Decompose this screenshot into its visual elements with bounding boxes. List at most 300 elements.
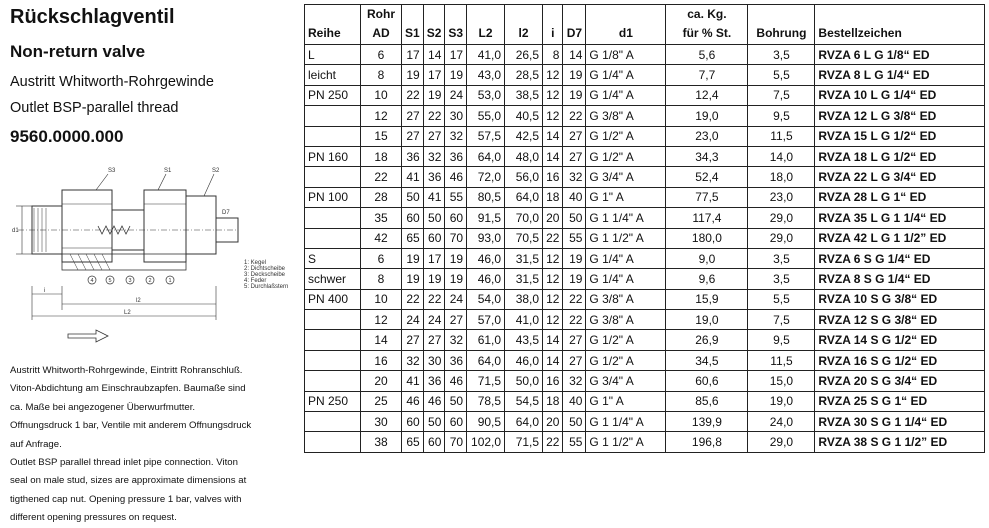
part-number-4: 4 [90,278,94,284]
cell-s1: 46 [402,391,424,411]
cell-d7: 32 [563,167,586,187]
cell-weight: 15,9 [666,289,748,309]
cell-s3: 46 [445,167,467,187]
cell-s1: 27 [402,106,424,126]
cell-d7: 22 [563,289,586,309]
dim-label-s2: S2 [212,168,220,174]
cell-order-code: RVZA 12 L G 3/8“ ED [815,106,985,126]
cell-s1: 32 [402,350,424,370]
cell-s1: 41 [402,167,424,187]
cell-i: 20 [543,412,563,432]
header-pipe-od: AD [361,23,402,45]
cell-s1: 27 [402,330,424,350]
cell-bore: 5,5 [748,65,815,85]
cell-series [305,432,361,452]
cell-d7: 32 [563,371,586,391]
cell-pipe-od: 35 [361,208,402,228]
cell-l2: 26,5 [505,45,543,65]
cell-weight: 196,8 [666,432,748,452]
cell-s2: 50 [423,412,445,432]
cell-pipe-od: 20 [361,371,402,391]
cell-bore: 3,5 [748,269,815,289]
dim-label-d7: D7 [222,210,230,216]
cell-series [305,412,361,432]
cell-s3: 19 [445,65,467,85]
cell-l2-total: 53,0 [467,85,505,105]
cell-bore: 3,5 [748,248,815,268]
note-line: different opening pressures on request. [10,512,177,524]
cell-d7: 55 [563,228,586,248]
cell-order-code: RVZA 22 L G 3/4“ ED [815,167,985,187]
cell-bore: 15,0 [748,371,815,391]
cell-d1: G 1/4" A [586,248,666,268]
cell-pipe-od: 8 [361,65,402,85]
header-bore: Bohrung [748,23,815,45]
cell-pipe-od: 38 [361,432,402,452]
cell-s1: 17 [402,45,424,65]
cell-s2: 17 [423,65,445,85]
cell-series: PN 160 [305,146,361,166]
cell-series: PN 100 [305,187,361,207]
cell-bore: 29,0 [748,208,815,228]
product-title: Rückschlagventil [10,6,175,28]
cell-l2-total: 71,5 [467,371,505,391]
cell-series [305,350,361,370]
header-top-s3 [445,5,467,23]
cell-s3: 19 [445,269,467,289]
cell-l2: 40,5 [505,106,543,126]
cell-l2-total: 91,5 [467,208,505,228]
cell-order-code: RVZA 42 L G 1 1/2” ED [815,228,985,248]
cell-bore: 29,0 [748,432,815,452]
cell-s2: 60 [423,228,445,248]
cell-pipe-od: 6 [361,45,402,65]
cell-s3: 50 [445,391,467,411]
table-row [305,248,985,268]
product-subtitle: Non-return valve [10,42,146,61]
table-row [305,167,985,187]
part-number-1: 1 [168,278,172,284]
note-line: tigthened cap nut. Opening pressure 1 bar, valves with [10,493,242,505]
header-top-weight: ca. Kg. [666,5,748,23]
cell-series: schwer [305,269,361,289]
cell-d7: 27 [563,126,586,146]
note-line: seal on male stud, sizes are approximate dimensions at [10,475,247,487]
cell-d1: G 1/8" A [586,45,666,65]
cell-s2: 50 [423,208,445,228]
cell-order-code: RVZA 25 S G 1“ ED [815,391,985,411]
cell-d1: G 1" A [586,187,666,207]
cell-order-code: RVZA 16 S G 1/2“ ED [815,350,985,370]
cell-weight: 139,9 [666,412,748,432]
cell-pipe-od: 10 [361,85,402,105]
cell-s2: 22 [423,106,445,126]
cell-series: PN 250 [305,391,361,411]
cell-d7: 40 [563,391,586,411]
dim-label-s3: S3 [108,168,116,174]
cell-l2-total: 93,0 [467,228,505,248]
cell-i: 22 [543,228,563,248]
header-top-s1 [402,5,424,23]
cell-s1: 36 [402,146,424,166]
cell-order-code: RVZA 18 L G 1/2“ ED [815,146,985,166]
cell-order-code: RVZA 14 S G 1/2“ ED [815,330,985,350]
cell-series: S [305,248,361,268]
cell-weight: 34,5 [666,350,748,370]
cell-weight: 85,6 [666,391,748,411]
table-row [305,85,985,105]
cell-pipe-od: 25 [361,391,402,411]
cell-i: 22 [543,432,563,452]
notes-block [10,362,298,528]
cell-series: PN 250 [305,85,361,105]
cell-bore: 9,5 [748,106,815,126]
cell-series [305,371,361,391]
cell-s1: 65 [402,432,424,452]
cell-s3: 17 [445,45,467,65]
cell-series: leicht [305,65,361,85]
cell-l2-total: 46,0 [467,248,505,268]
cell-i: 14 [543,126,563,146]
table-row [305,412,985,432]
cell-l2: 54,5 [505,391,543,411]
table-row [305,187,985,207]
note-line: auf Anfrage. [10,438,62,450]
cell-weight: 60,6 [666,371,748,391]
cell-weight: 19,0 [666,106,748,126]
part-number-2: 2 [148,278,152,284]
cell-l2: 50,0 [505,371,543,391]
cell-s1: 27 [402,126,424,146]
cell-l2: 43,5 [505,330,543,350]
cell-s3: 27 [445,310,467,330]
cell-s3: 46 [445,371,467,391]
cell-l2-total: 54,0 [467,289,505,309]
header-s2: S2 [423,23,445,45]
cell-s2: 41 [423,187,445,207]
cell-s2: 14 [423,45,445,65]
cell-d1: G 3/8" A [586,310,666,330]
cell-d7: 19 [563,269,586,289]
cell-pipe-od: 6 [361,248,402,268]
table-row [305,45,985,65]
cell-weight: 26,9 [666,330,748,350]
cell-s1: 22 [402,85,424,105]
cell-l2: 38,0 [505,289,543,309]
cell-s2: 36 [423,371,445,391]
cell-series [305,106,361,126]
cell-l2: 64,0 [505,187,543,207]
cell-bore: 3,5 [748,45,815,65]
cell-pipe-od: 12 [361,106,402,126]
cell-d1: G 1 1/2" A [586,432,666,452]
cell-i: 16 [543,371,563,391]
table-row [305,310,985,330]
cell-s1: 19 [402,248,424,268]
cell-bore: 23,0 [748,187,815,207]
cell-d7: 27 [563,146,586,166]
cell-l2-total: 78,5 [467,391,505,411]
cell-l2-total: 41,0 [467,45,505,65]
cell-l2: 28,5 [505,65,543,85]
dim-label-s1: S1 [164,168,172,174]
legend-part-5: 5: Durchlaßstern [244,284,289,290]
cell-bore: 18,0 [748,167,815,187]
cell-l2: 46,0 [505,350,543,370]
cell-d1: G 1/4" A [586,65,666,85]
table-row [305,350,985,370]
cell-bore: 29,0 [748,228,815,248]
cell-order-code: RVZA 8 S G 1/4“ ED [815,269,985,289]
cell-i: 20 [543,208,563,228]
cell-d7: 19 [563,248,586,268]
cell-order-code: RVZA 10 S G 3/8“ ED [815,289,985,309]
product-description-de: Austritt Whitworth-Rohrgewinde [10,74,214,90]
cell-s3: 60 [445,208,467,228]
table-row [305,391,985,411]
cell-l2: 31,5 [505,248,543,268]
cell-i: 14 [543,350,563,370]
cell-l2-total: 57,0 [467,310,505,330]
legend-part-2: 2: Dichtscheibe [244,266,286,272]
cell-s1: 65 [402,228,424,248]
cell-s2: 19 [423,269,445,289]
cell-weight: 7,7 [666,65,748,85]
cell-s2: 22 [423,289,445,309]
cell-weight: 9,0 [666,248,748,268]
cell-d1: G 3/8" A [586,106,666,126]
header-top-series [305,5,361,23]
part-number-5: 5 [108,278,112,284]
legend-part-1: 1: Kegel [244,260,267,266]
cell-l2: 56,0 [505,167,543,187]
cell-weight: 34,3 [666,146,748,166]
table-row [305,65,985,85]
cell-series: L [305,45,361,65]
cell-d7: 50 [563,208,586,228]
cell-s2: 27 [423,330,445,350]
part-number: 9560.0000.000 [10,127,124,146]
cell-series [305,228,361,248]
cell-s3: 36 [445,146,467,166]
cell-pipe-od: 28 [361,187,402,207]
cell-s3: 70 [445,228,467,248]
note-line: ca. Maße bei angezogener Überwurfmutter. [10,401,196,413]
cell-series [305,330,361,350]
note-line: Viton-Abdichtung am Einschraubzapfen. Baumaße sind [10,383,246,395]
dim-label-i: i [44,288,46,294]
header-top-i [543,5,563,23]
cell-s2: 17 [423,248,445,268]
cell-l2-total: 102,0 [467,432,505,452]
cell-d1: G 1 1/4" A [586,412,666,432]
cell-d7: 19 [563,65,586,85]
cell-s1: 41 [402,371,424,391]
cell-d1: G 1 1/4" A [586,208,666,228]
cell-d1: G 1/2" A [586,350,666,370]
cell-s1: 60 [402,412,424,432]
cell-d1: G 1/2" A [586,330,666,350]
cell-d7: 40 [563,187,586,207]
header-d1: d1 [586,23,666,45]
cell-order-code: RVZA 35 L G 1 1/4“ ED [815,208,985,228]
cell-d1: G 1" A [586,391,666,411]
cell-l2-total: 55,0 [467,106,505,126]
cell-pipe-od: 30 [361,412,402,432]
cell-order-code: RVZA 12 S G 3/8“ ED [815,310,985,330]
cell-d1: G 1/2" A [586,146,666,166]
note-line: Offnungsdruck 1 bar, Ventile mit anderem Offnungsdruck [10,420,252,432]
cell-s3: 19 [445,248,467,268]
cell-d7: 50 [563,412,586,432]
cell-s2: 24 [423,310,445,330]
header-weight: für % St. [666,23,748,45]
cell-weight: 77,5 [666,187,748,207]
header-l2-total: L2 [467,23,505,45]
part-number-3: 3 [128,278,132,284]
cell-d7: 22 [563,106,586,126]
cell-d7: 19 [563,85,586,105]
header-order-code: Bestellzeichen [815,23,985,45]
cell-i: 16 [543,167,563,187]
cell-s3: 36 [445,350,467,370]
note-line: Outlet BSP parallel thread inlet pipe connection. Viton [10,457,238,469]
cell-order-code: RVZA 8 L G 1/4“ ED [815,65,985,85]
cell-i: 12 [543,269,563,289]
cell-pipe-od: 12 [361,310,402,330]
cell-bore: 24,0 [748,412,815,432]
cell-weight: 180,0 [666,228,748,248]
cell-s3: 30 [445,106,467,126]
table-row [305,432,985,452]
cell-l2-total: 46,0 [467,269,505,289]
cell-d7: 27 [563,330,586,350]
cell-i: 18 [543,391,563,411]
header-top-bore [748,5,815,23]
dim-label-l2: l2 [136,298,141,304]
cell-i: 12 [543,248,563,268]
cell-pipe-od: 18 [361,146,402,166]
cell-s1: 19 [402,65,424,85]
cell-d7: 22 [563,310,586,330]
cell-s2: 32 [423,146,445,166]
cell-d1: G 1 1/2" A [586,228,666,248]
cell-order-code: RVZA 28 L G 1“ ED [815,187,985,207]
cell-bore: 7,5 [748,85,815,105]
cell-weight: 9,6 [666,269,748,289]
cell-i: 12 [543,106,563,126]
note-line: Austritt Whitworth-Rohrgewinde, Eintritt Rohranschluß. [10,365,243,376]
cell-order-code: RVZA 38 S G 1 1/2” ED [815,432,985,452]
cell-s2: 46 [423,391,445,411]
cell-weight: 117,4 [666,208,748,228]
cell-bore: 5,5 [748,289,815,309]
cell-weight: 52,4 [666,167,748,187]
cell-i: 14 [543,146,563,166]
header-series: Reihe [305,23,361,45]
cell-weight: 23,0 [666,126,748,146]
cell-i: 12 [543,310,563,330]
cell-s3: 32 [445,330,467,350]
cell-l2: 38,5 [505,85,543,105]
cell-s3: 55 [445,187,467,207]
dim-label-d1: d1 [12,228,19,234]
cell-l2: 31,5 [505,269,543,289]
cell-order-code: RVZA 10 L G 1/4“ ED [815,85,985,105]
cell-pipe-od: 16 [361,350,402,370]
cell-l2: 70,0 [505,208,543,228]
legend-part-4: 4: Feder [244,278,267,284]
table-row [305,371,985,391]
cell-i: 12 [543,289,563,309]
product-info-panel [8,0,300,528]
header-top-order-code [815,5,985,23]
cell-s2: 60 [423,432,445,452]
cell-pipe-od: 42 [361,228,402,248]
dim-label-L2: L2 [124,310,131,316]
header-l2: l2 [505,23,543,45]
cell-l2-total: 64,0 [467,146,505,166]
cell-d1: G 1/4" A [586,85,666,105]
cell-s1: 24 [402,310,424,330]
cell-s2: 27 [423,126,445,146]
table-row [305,289,985,309]
cell-s1: 19 [402,269,424,289]
legend-part-3: 3: Deckscheibe [244,272,286,278]
cell-l2: 71,5 [505,432,543,452]
product-description-en: Outlet BSP-parallel thread [10,100,179,116]
table-row [305,269,985,289]
cell-series [305,310,361,330]
cell-pipe-od: 14 [361,330,402,350]
cell-s3: 60 [445,412,467,432]
cell-s1: 22 [402,289,424,309]
cell-i: 8 [543,45,563,65]
header-top-pipe-od: Rohr [361,5,402,23]
header-top-l2-total [467,5,505,23]
cell-weight: 19,0 [666,310,748,330]
cell-bore: 7,5 [748,310,815,330]
header-d7: D7 [563,23,586,45]
cell-order-code: RVZA 15 L G 1/2“ ED [815,126,985,146]
cell-l2-total: 90,5 [467,412,505,432]
cell-bore: 9,5 [748,330,815,350]
cell-order-code: RVZA 6 S G 1/4“ ED [815,248,985,268]
cell-bore: 14,0 [748,146,815,166]
header-top-s2 [423,5,445,23]
cell-s2: 36 [423,167,445,187]
cell-l2-total: 61,0 [467,330,505,350]
table-row [305,228,985,248]
cell-l2-total: 43,0 [467,65,505,85]
cell-i: 12 [543,85,563,105]
cell-order-code: RVZA 30 S G 1 1/4“ ED [815,412,985,432]
technical-drawing [8,160,300,350]
cell-series [305,167,361,187]
cell-weight: 12,4 [666,85,748,105]
cell-d7: 27 [563,350,586,370]
cell-d1: G 3/4" A [586,167,666,187]
cell-l2: 41,0 [505,310,543,330]
cell-l2: 70,5 [505,228,543,248]
cell-d1: G 1/2" A [586,126,666,146]
cell-i: 12 [543,65,563,85]
cell-l2: 64,0 [505,412,543,432]
cell-s2: 30 [423,350,445,370]
header-top-d7 [563,5,586,23]
cell-weight: 5,6 [666,45,748,65]
cell-l2-total: 80,5 [467,187,505,207]
